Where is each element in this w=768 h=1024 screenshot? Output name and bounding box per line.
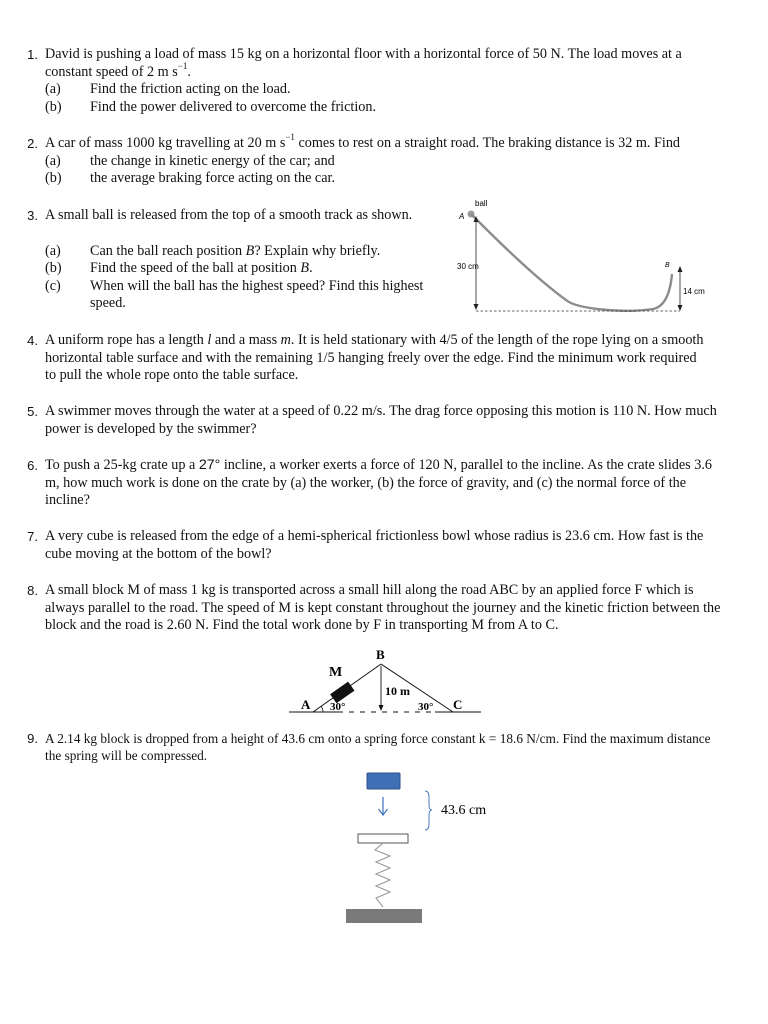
question-text: David is pushing a load of mass 15 kg on a horizontal floor with a horizontal force of 50 N. The load moves at a	[45, 46, 682, 62]
question-text: A very cube is released from the edge of a hemi-spherical frictionless bowl whose radius is 23.6 cm. How fast is the cube moving at the bottom of the bowl?	[45, 528, 704, 562]
spring-diagram	[340, 770, 510, 930]
b-arrow-head-up	[678, 266, 683, 272]
label-angle-right: 30°	[418, 701, 434, 713]
question-text: A car of mass 1000 kg travelling at 20 m $s^{-1}$ comes to rest on a straight road. The braking distance is 32 m. Find	[45, 132, 681, 151]
hill-diagram	[285, 645, 490, 717]
label-c: C	[453, 697, 463, 712]
label-angle-left: 30°	[330, 701, 346, 713]
ball-label: ball	[475, 199, 488, 208]
spring-plate	[358, 834, 408, 843]
spring-coil	[375, 843, 390, 907]
question-number: 6.	[27, 458, 38, 473]
arrow-head-down	[474, 304, 479, 310]
question-text: A swimmer moves through the water at a speed of 0.22 m/s. The drag force opposing this motion is 110 N. How much power is developed by the swimmer?	[45, 403, 717, 437]
track-diagram	[448, 196, 730, 318]
question-text: A small ball is released from the top of a smooth track as shown.	[45, 207, 413, 223]
question-number: 1.	[27, 47, 38, 62]
question-text: A 2.14 kg block is dropped from a height of 43.6 cm onto a spring force constant k = 18.6 N/cm. Find the maximum distance the spring will be compressed.	[45, 731, 711, 763]
angle-arc-left	[321, 706, 323, 712]
question-text: To push a 25-kg crate up a 27° incline, a worker exerts a force of 120 N, parallel to the incline. As the crate slides 3.6 m, how much work is done on the crate by (a) the worker, (b) the force of gravity, and (c) the normal force of the incline?	[45, 457, 712, 508]
height-label: 30 cm	[457, 262, 479, 271]
question-number: 2.	[27, 136, 38, 151]
sub-question: (a) the change in kinetic energy of the car; and	[45, 152, 335, 169]
label-m: M	[329, 665, 343, 680]
point-a-label: A	[459, 212, 465, 221]
sub-question: (a) Find the friction acting on the load.	[45, 81, 291, 97]
height-arrow-head	[379, 705, 384, 711]
point-b-label: B	[665, 262, 670, 269]
question-number: 7.	[27, 529, 38, 544]
sub-question: (b) Find the power delivered to overcome the friction.	[45, 98, 377, 115]
sub-question: (a) Can the ball reach position B? Explain why briefly.	[45, 242, 381, 259]
height-bracket	[425, 791, 432, 830]
label-height: 10 m	[385, 684, 410, 698]
question-number: 4.	[27, 333, 38, 348]
question-number: 8.	[27, 583, 38, 598]
height-label: 43.6 cm	[441, 803, 487, 818]
question-number: 3.	[27, 208, 38, 223]
b-arrow-head-down	[678, 305, 683, 311]
question-text-cont: constant speed of 2 m $s^{-1}$.	[45, 60, 191, 80]
sub-question: (c) When will the ball has the highest speed? Find this highest speed.	[45, 277, 424, 311]
track-curve	[471, 214, 672, 311]
label-b: B	[376, 647, 385, 662]
question-text: A uniform rope has a length l and a mass m. It is held stationary with 4/5 of the length of the rope lying on a smooth horizontal table surface and with the remaining 1/5 hanging freely over the edge. Find the minimum work required to pull the whole rope onto the table surface.	[45, 332, 704, 383]
sub-question: (b) the average braking force acting on the car.	[45, 170, 336, 186]
spring-base	[346, 909, 422, 923]
question-number: 9.	[27, 731, 38, 746]
sub-question: (b) Find the speed of the ball at position B.	[45, 260, 313, 276]
label-a: A	[301, 697, 311, 712]
question-text: A small block M of mass 1 kg is transported across a small hill along the road ABC by an applied force F which is always parallel to the road. The speed of M is kept constant throughout the journey and the kinetic friction between the block and the road is 2.60 N. Find the total work done by F in transporting M from A to C.	[45, 582, 721, 633]
question-number: 5.	[27, 404, 38, 419]
falling-block	[367, 773, 400, 789]
b-height-label: 14 cm	[683, 287, 705, 296]
